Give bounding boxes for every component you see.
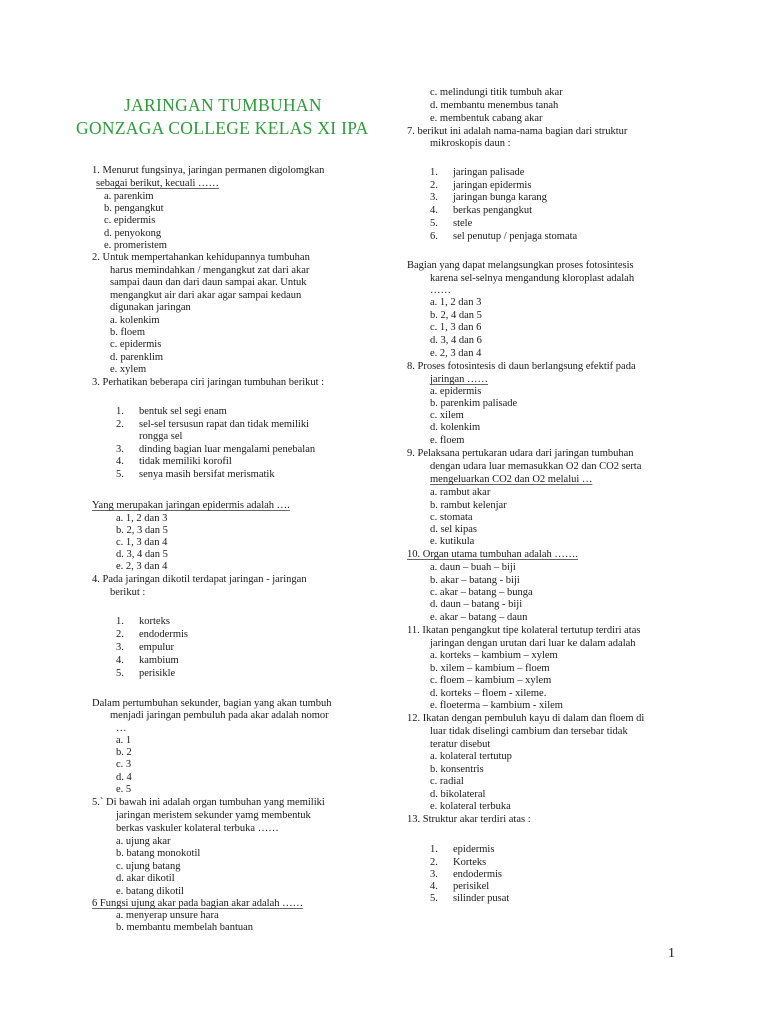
- left-text-line: 4.: [116, 456, 124, 467]
- left-text-line: berkas vaskuler kolateral terbuka ……: [116, 823, 279, 834]
- left-text-line: senya masih bersifat merismatik: [139, 469, 275, 480]
- right-text-line: c. floem – kambium – xylem: [430, 675, 552, 686]
- right-text-line: sel penutup / penjaga stomata: [453, 231, 578, 242]
- right-text-line: 11. Ikatan pengangkut tipe kolateral tertutup terdiri atas: [407, 625, 641, 636]
- left-text-line: 5.` Di bawah ini adalah organ tumbuhan yang memiliki: [92, 797, 325, 808]
- right-text-line: e. membentuk cabang akar: [430, 113, 543, 124]
- left-text-line: endodermis: [139, 629, 188, 640]
- page-title-line2: GONZAGA COLLEGE KELAS XI IPA: [76, 118, 369, 138]
- left-text-line: sel-sel tersusun rapat dan tidak memiliki: [139, 419, 309, 430]
- right-text-line: 1.: [430, 844, 438, 855]
- left-text-line: 5.: [116, 668, 124, 679]
- left-text-line: tidak memiliki korofil: [139, 456, 232, 467]
- right-text-line: 8. Proses fotosintesis di daun berlangsung efektif pada: [407, 361, 636, 372]
- left-text-line: b. floem: [110, 327, 145, 338]
- left-text-line: sebagai berikut, kecuali ……: [96, 178, 220, 189]
- left-text-line: menjadi jaringan pembuluh pada akar adalah nomor: [110, 710, 329, 721]
- left-text-line: jaringan meristem sekunder yamg membentuk: [116, 810, 311, 821]
- page-number: 1: [668, 946, 675, 961]
- right-text-line: d. daun – batang - biji: [430, 599, 523, 610]
- left-text-line: 1.: [116, 406, 124, 417]
- right-text-line: 4.: [430, 205, 438, 216]
- right-text-line: 12. Ikatan dengan pembuluh kayu di dalam dan floem di: [407, 713, 645, 724]
- left-text-line: b. 2, 3 dan 5: [116, 525, 168, 536]
- right-text-line: 4.: [430, 881, 438, 892]
- right-text-line: c. melindungi titik tumbuh akar: [430, 87, 563, 98]
- left-text-line: d. 3, 4 dan 5: [116, 549, 168, 560]
- left-text-line: a. parenkim: [104, 191, 154, 202]
- right-text-line: Korteks: [453, 857, 487, 868]
- right-text-line: d. kolenkim: [430, 422, 481, 433]
- right-text-line: a. epidermis: [430, 386, 482, 397]
- right-text-line: mikroskopis daun :: [430, 138, 511, 149]
- right-text-line: 1.: [430, 167, 438, 178]
- left-text-line: perisikle: [139, 668, 176, 679]
- left-text-line: sampai daun dan dari daun sampai akar. Untuk: [110, 277, 307, 288]
- right-text-line: d. 3, 4 dan 6: [430, 335, 482, 346]
- right-text-line: b. 2, 4 dan 5: [430, 310, 482, 321]
- right-text-line: c. xilem: [430, 410, 464, 421]
- left-text-line: 2. Untuk mempertahankan kehidupannya tumbuhan: [92, 252, 310, 263]
- right-text-line: dengan udara luar memasukkan O2 dan CO2 serta: [430, 461, 642, 472]
- right-text-line: b. akar – batang - biji: [430, 575, 520, 586]
- right-text-line: jaringan palisade: [453, 167, 525, 178]
- page-title-line1: JARINGAN TUMBUHAN: [124, 95, 322, 115]
- right-text-line: jaringan bunga karang: [453, 192, 547, 203]
- left-text-line: b. 2: [116, 747, 132, 758]
- left-text-line: b. membantu membelah bantuan: [116, 922, 254, 933]
- right-text-line: a. korteks – kambium – xylem: [430, 650, 558, 661]
- left-text-line: 2.: [116, 419, 124, 430]
- left-text-line: a. 1, 2 dan 3: [116, 513, 168, 524]
- right-text-line: epidermis: [453, 844, 495, 855]
- left-text-line: Dalam pertumbuhan sekunder, bagian yang akan tumbuh: [92, 698, 332, 709]
- left-text-line: d. 4: [116, 772, 132, 783]
- right-text-line: c. stomata: [430, 512, 473, 523]
- right-text-line: silinder pusat: [453, 893, 510, 904]
- right-text-line: 10. Organ utama tumbuhan adalah …….: [407, 549, 578, 560]
- right-text-line: c. akar – batang – bunga: [430, 587, 533, 598]
- right-text-line: b. konsentris: [430, 764, 484, 775]
- left-text-line: e. batang dikotil: [116, 886, 184, 897]
- right-text-line: e. kutikula: [430, 536, 475, 547]
- left-text-line: c. epidermis: [104, 215, 156, 226]
- right-text-line: endodermis: [453, 869, 502, 880]
- right-text-line: e. 2, 3 dan 4: [430, 348, 482, 359]
- right-text-line: a. daun – buah – biji: [430, 562, 516, 573]
- right-text-line: jaringan dengan urutan dari luar ke dalam adalah: [430, 638, 636, 649]
- right-text-line: perisikel: [453, 881, 490, 892]
- right-text-line: karena sel-selnya mengandung kloroplast adalah: [430, 273, 635, 284]
- left-text-line: 1. Menurut fungsinya, jaringan permanen digolomgkan: [92, 165, 325, 176]
- right-text-line: e. kolateral terbuka: [430, 801, 511, 812]
- left-text-line: bentuk sel segi enam: [139, 406, 227, 417]
- left-text-line: a. 1: [116, 735, 132, 746]
- left-text-line: e. xylem: [110, 364, 147, 375]
- right-text-line: a. rambut akar: [430, 487, 491, 498]
- right-text-line: 5.: [430, 218, 438, 229]
- right-text-line: c. 1, 3 dan 6: [430, 322, 482, 333]
- right-text-line: 2.: [430, 180, 438, 191]
- left-text-line: 1.: [116, 616, 124, 627]
- right-text-line: 7. berikut ini adalah nama-nama bagian dari struktur: [407, 126, 628, 137]
- left-text-line: a. kolenkim: [110, 315, 160, 326]
- right-text-line: Bagian yang dapat melangsungkan proses fotosintesis: [407, 260, 634, 271]
- right-text-line: jaringan epidermis: [453, 180, 532, 191]
- left-text-line: e. 2, 3 dan 4: [116, 561, 168, 572]
- left-text-line: e. promeristem: [104, 240, 167, 251]
- left-text-line: a. menyerap unsure hara: [116, 910, 219, 921]
- right-text-line: jaringan ……: [430, 374, 489, 385]
- left-text-line: mengangkut air dari akar agar sampai kedaun: [110, 290, 302, 301]
- right-text-line: e. floem: [430, 435, 465, 446]
- right-text-line: 3.: [430, 869, 438, 880]
- left-text-line: 5.: [116, 469, 124, 480]
- left-text-line: 3. Perhatikan beberapa ciri jaringan tumbuhan berikut :: [92, 377, 325, 388]
- left-text-line: harus memindahkan / mengangkut zat dari akar: [110, 265, 310, 276]
- right-text-line: 13. Struktur akar terdiri atas :: [407, 814, 531, 825]
- left-text-line: 4. Pada jaringan dikotil terdapat jaringan - jaringan: [92, 574, 307, 585]
- left-text-line: d. parenklim: [110, 352, 164, 363]
- left-text-line: d. akar dikotil: [116, 873, 175, 884]
- right-text-line: d. bikolateral: [430, 789, 486, 800]
- left-text-line: c. 3: [116, 759, 132, 770]
- left-text-line: 6 Fungsi ujung akar pada bagian akar adalah ……: [92, 898, 304, 909]
- left-text-line: dinding bagian luar mengalami penebalan: [139, 444, 316, 455]
- right-text-line: 9. Pelaksana pertukaran udara dari jaringan tumbuhan: [407, 448, 634, 459]
- right-text-line: 3.: [430, 192, 438, 203]
- right-text-line: d. membantu menembus tanah: [430, 100, 559, 111]
- left-text-line: a. ujung akar: [116, 836, 171, 847]
- left-text-line: b. pengangkut: [104, 203, 164, 214]
- right-text-line: e. floeterma – kambium - xilem: [430, 700, 563, 711]
- left-text-line: rongga sel: [139, 431, 183, 442]
- right-text-line: d. korteks – floem - xileme.: [430, 688, 547, 699]
- left-text-line: 3.: [116, 642, 124, 653]
- left-text-line: 2.: [116, 629, 124, 640]
- left-text-line: digunakan jaringan: [110, 302, 191, 313]
- right-text-line: 5.: [430, 893, 438, 904]
- left-text-line: e. 5: [116, 784, 132, 795]
- left-text-line: Yang merupakan jaringan epidermis adalah ….: [92, 500, 290, 511]
- left-text-line: b. batang monokotil: [116, 848, 201, 859]
- right-text-line: mengeluarkan CO2 dan O2 melalui …: [430, 474, 593, 485]
- right-text-line: a. 1, 2 dan 3: [430, 297, 482, 308]
- right-text-line: a. kolateral tertutup: [430, 751, 512, 762]
- left-text-line: kambium: [139, 655, 179, 666]
- right-text-line: c. radial: [430, 776, 464, 787]
- right-text-line: berkas pengangkut: [453, 205, 533, 216]
- right-text-line: stele: [453, 218, 473, 229]
- right-text-line: ……: [430, 285, 451, 296]
- right-text-line: 6.: [430, 231, 438, 242]
- left-text-line: c. ujung batang: [116, 861, 181, 872]
- left-text-line: …: [116, 723, 127, 734]
- left-text-line: c. 1, 3 dan 4: [116, 537, 168, 548]
- left-text-line: 3.: [116, 444, 124, 455]
- left-text-line: empulur: [139, 642, 174, 653]
- left-text-line: 4.: [116, 655, 124, 666]
- right-text-line: teratur disebut: [430, 739, 491, 750]
- right-text-line: b. parenkim palisade: [430, 398, 518, 409]
- left-text-line: korteks: [139, 616, 170, 627]
- left-text-line: berikut :: [110, 587, 146, 598]
- right-text-line: luar tidak diselingi cambium dan tersebar tidak: [430, 726, 628, 737]
- right-text-line: 2.: [430, 857, 438, 868]
- left-text-line: c. epidermis: [110, 339, 162, 350]
- right-text-line: d. sel kipas: [430, 524, 477, 535]
- left-text-line: d. penyokong: [104, 228, 162, 239]
- right-text-line: b. rambut kelenjar: [430, 500, 507, 511]
- right-text-line: b. xilem – kambium – floem: [430, 663, 550, 674]
- right-text-line: e. akar – batang – daun: [430, 612, 528, 623]
